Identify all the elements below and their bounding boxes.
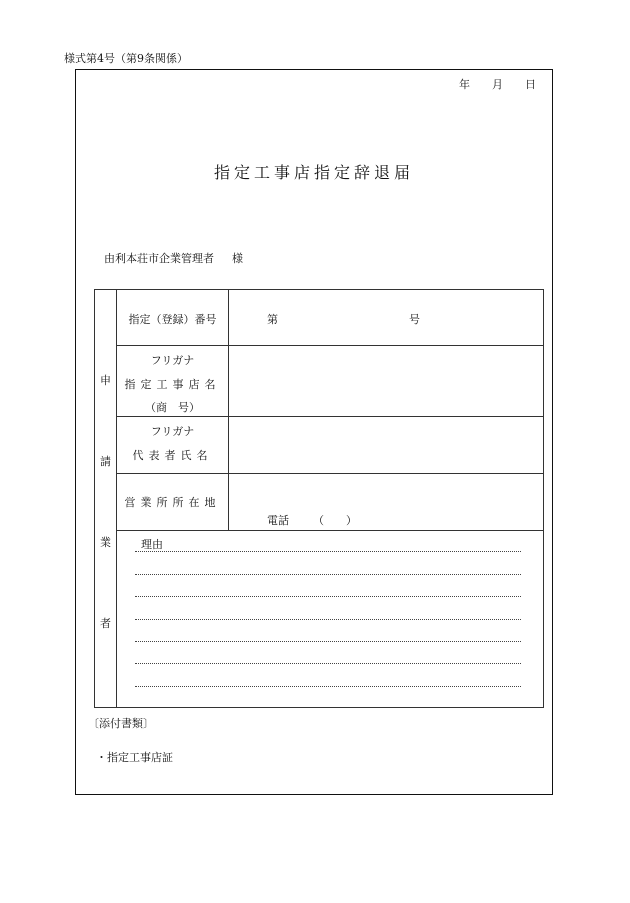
representative-field[interactable] <box>229 417 543 473</box>
form-number: 様式第4号（第9条関係） <box>64 52 188 65</box>
applicant-char: 業 <box>100 536 111 549</box>
registration-prefix: 第 <box>267 313 278 326</box>
form-frame <box>75 69 553 795</box>
reason-line <box>135 574 521 575</box>
applicant-char: 請 <box>100 455 111 468</box>
attachment-item: ・指定工事店証 <box>96 751 173 764</box>
representative-label: 代表者氏名 <box>132 449 213 462</box>
registration-number-field[interactable] <box>229 290 543 345</box>
registration-suffix: 号 <box>409 313 420 326</box>
representative-row <box>117 417 543 474</box>
representative-furigana-label: フリガナ <box>150 425 195 438</box>
applicant-char: 者 <box>100 617 111 630</box>
addressee <box>104 250 243 266</box>
representative-label-cell <box>117 417 229 473</box>
date-year-label: 年 <box>459 78 470 91</box>
addressee-honorific: 様 <box>232 252 243 265</box>
registration-row <box>117 290 543 346</box>
applicant-char: 申 <box>100 374 111 387</box>
document-title: 指定工事店指定辞退届 <box>213 163 414 182</box>
shop-name-label-cell <box>117 346 229 416</box>
addressee-name: 由利本荘市企業管理者 <box>104 252 214 265</box>
reason-line <box>135 596 521 597</box>
shop-name-label: 指定工事店名 <box>124 378 221 391</box>
phone-label: 電話 <box>267 514 289 527</box>
office-label: 営業所所在地 <box>124 496 221 509</box>
reason-area[interactable] <box>117 531 543 707</box>
reason-label: 理由 <box>141 538 163 551</box>
shop-name-sub-label: （商 号） <box>145 401 200 414</box>
applicant-table <box>94 289 544 708</box>
shop-name-row <box>117 346 543 417</box>
reason-line <box>135 619 521 620</box>
registration-label-cell <box>117 290 229 345</box>
phone-area-code: （ ） <box>313 514 357 527</box>
applicant-side-label <box>95 290 117 707</box>
reason-line <box>135 551 521 552</box>
reason-line <box>135 686 521 687</box>
office-label-cell <box>117 474 229 530</box>
office-row <box>117 474 543 531</box>
date-month-label: 月 <box>492 78 503 91</box>
shop-name-furigana-label: フリガナ <box>150 354 195 367</box>
office-address-field[interactable] <box>229 474 543 530</box>
attachments-heading: 〔添付書類〕 <box>88 717 154 730</box>
reason-line <box>135 663 521 664</box>
registration-label: 指定（登録）番号 <box>128 313 217 326</box>
reason-line <box>135 641 521 642</box>
date-field[interactable] <box>459 76 536 92</box>
shop-name-field[interactable] <box>229 346 543 416</box>
date-day-label: 日 <box>525 78 536 91</box>
